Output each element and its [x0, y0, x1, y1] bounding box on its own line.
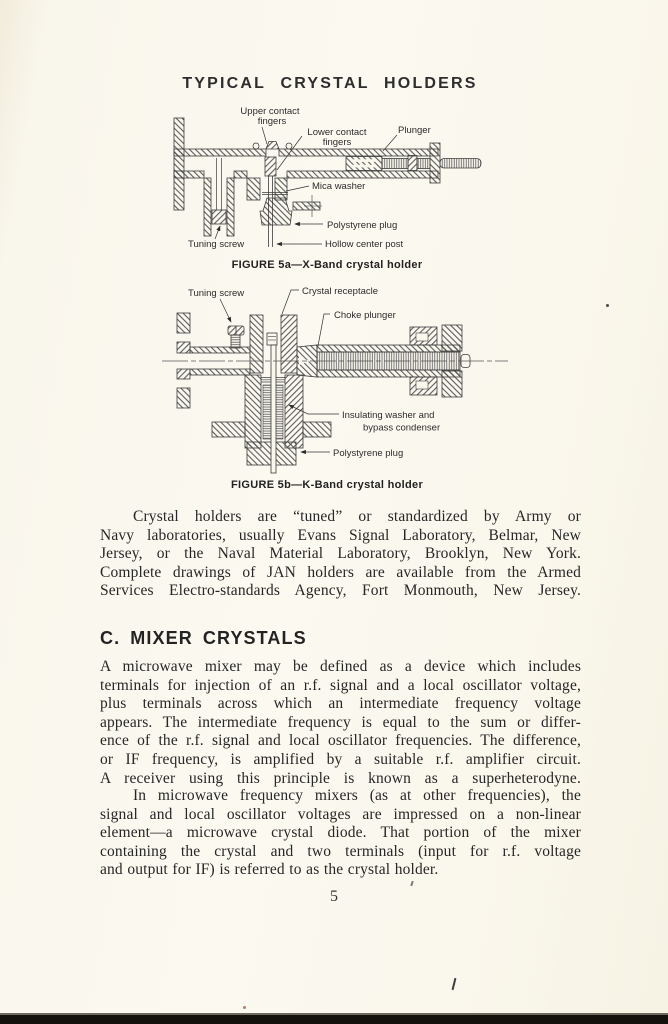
label-insulating-1: Insulating washer and — [342, 410, 435, 421]
lower-left-bar — [245, 375, 261, 448]
scan-speck — [410, 881, 413, 886]
label-plunger: Plunger — [398, 125, 431, 136]
polystyrene-plug-part — [260, 198, 292, 225]
lower-contact-fingers-part — [265, 157, 276, 176]
side-plate-left — [212, 422, 245, 437]
rod-outer-thread — [440, 159, 481, 169]
upper-finger-bead-right — [286, 143, 292, 149]
top-wall-left — [174, 149, 266, 156]
choke-barrel-bottom — [317, 370, 460, 377]
label-choke-plunger: Choke plunger — [334, 310, 396, 321]
left-flange — [174, 118, 184, 210]
label-upper-contact-1: Upper contact — [240, 106, 300, 117]
paragraph-frequency-mixers: In microwave frequency mixers (as at other frequencies), the signal and local oscillator voltages are impressed on a non-linear element—a microwave crystal diode. That portion of the mixer containing the crystal and two terminals (input for r.f. voltage and output for IF) is referred to as the crystal holder. — [100, 787, 581, 879]
lower-right-bar — [285, 375, 303, 448]
plunger-rod-thread — [382, 159, 408, 169]
end-plate — [430, 143, 440, 183]
paragraph-crystal-holders: Crystal holders are “tuned” or standardized by Army or Navy laboratories, usually Evans Signal Laboratory, Belmar, New Jersey, or the Naval Material Laboratory, Brooklyn, New York. Complete drawings of JAN holders are available from the Armed Services Electro-standards Agency, Fort Monmouth, New Jersey. — [100, 508, 581, 600]
arrow-tuning-screw — [215, 226, 220, 239]
bottom-wall-mid — [234, 171, 247, 178]
right-flange-upper — [442, 325, 462, 351]
kband-body — [177, 313, 470, 408]
label-polystyrene-plug: Polystyrene plug — [333, 448, 404, 459]
arrow-tuning-screw — [220, 299, 231, 322]
guide-top-wall — [190, 347, 250, 353]
section-heading-mixer-crystals: C. MIXER CRYSTALS — [100, 628, 307, 648]
label-upper-contact-2: fingers — [257, 116, 287, 127]
label-crystal-receptacle: Crystal receptacle — [302, 286, 379, 297]
label-mica-washer: Mica washer — [312, 181, 366, 192]
label-tuning-screw: Tuning screw — [188, 288, 245, 299]
plunger-block — [346, 157, 382, 171]
crystal-cartridge — [267, 333, 277, 345]
leader-crystal-receptacle — [282, 290, 299, 314]
kband-tuning-screw — [228, 326, 244, 348]
left-flange-seg1 — [177, 313, 190, 333]
top-wall-right — [279, 149, 438, 156]
fig5b-annotations — [188, 286, 440, 491]
guide-bottom-wall — [190, 369, 250, 375]
paragraph-microwave-mixer: A microwave mixer may be defined as a device which includes terminals for injection of an r.f. signal and a local oscillator voltage, plus terminals across which an intermediate frequency voltage appears. The intermediate frequency is equal to the sum or differ- ence of the r.f. signal and local oscillator frequencies. The difference, or IF frequency, is amplified by a suitable r.f. amplifier circuit. A receiver using this principle is known as a superheterodyne. — [100, 658, 581, 787]
leader-mica-washer — [286, 186, 309, 191]
figure-5b-caption: FIGURE 5b—K-Band crystal holder — [230, 479, 424, 491]
receptacle-right-bar — [281, 315, 297, 373]
page-bottom-edge — [0, 1015, 668, 1024]
upper-finger-bead-left — [253, 143, 259, 149]
scan-speck — [606, 304, 609, 307]
leader-upper-contact — [262, 127, 267, 144]
label-lower-contact-1: Lower contact — [307, 127, 367, 138]
scan-pen-mark — [452, 978, 457, 990]
label-polystyrene-plug: Polystyrene plug — [327, 220, 398, 231]
right-flange-lower — [442, 371, 462, 397]
xband-center-post-assembly — [247, 157, 322, 247]
bottom-wall-left — [174, 171, 204, 178]
left-flange-seg3 — [177, 369, 190, 379]
xband-tuning-screw-assembly — [204, 158, 234, 236]
left-flange-seg2 — [177, 342, 190, 353]
bottom-wall-right — [287, 171, 438, 178]
figure-5a-caption: FIGURE 5a—X-Band crystal holder — [231, 259, 423, 271]
figure-5a-xband-crystal-holder — [165, 98, 510, 278]
rod-collar — [408, 156, 417, 171]
page-number: 5 — [330, 888, 338, 905]
label-lower-contact-2: fingers — [322, 137, 352, 148]
fig5a-annotations — [188, 106, 431, 271]
label-insulating-2: bypass condenser — [363, 422, 441, 434]
figure-5b-kband-crystal-holder — [160, 281, 510, 499]
left-flange-seg4 — [177, 388, 190, 408]
receptacle-left-bar — [250, 315, 263, 373]
center-post-tube — [271, 345, 276, 473]
tuning-screw-part — [212, 210, 226, 224]
upper-contact-fingers-part — [266, 142, 279, 150]
page-title: TYPICAL CRYSTAL HOLDERS — [182, 75, 478, 92]
choke-barrel-top — [317, 345, 460, 352]
scan-speck — [243, 1006, 246, 1009]
side-plate-right — [303, 422, 331, 437]
label-tuning-screw: Tuning screw — [188, 239, 245, 250]
leader-choke-plunger — [318, 314, 330, 346]
label-hollow-center-post: Hollow center post — [325, 239, 404, 250]
